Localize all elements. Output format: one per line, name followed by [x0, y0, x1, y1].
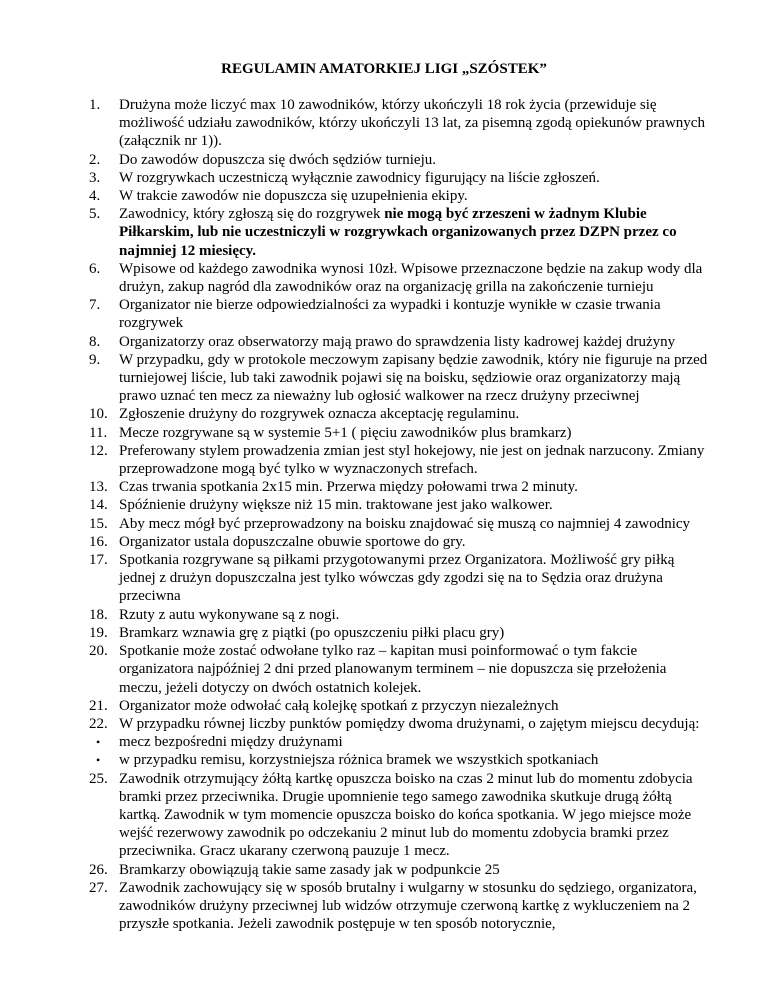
rule-item — [0, 715, 768, 733]
rule-number: 20. — [89, 643, 108, 660]
rule-item — [0, 879, 768, 934]
rule-bold-text: nie mogą być zrzeszeni w żadnym Klubie Piłkarskim, lub nie uczestniczyli w rozgrywkach organizowanych przez DZPN przez co najmniej 12 miesięcy. — [119, 206, 677, 259]
rule-item — [0, 151, 768, 169]
rule-text: w przypadku remisu, korzystniejsza różnica bramek we wszystkich spotkaniach — [119, 752, 599, 769]
rule-text: Czas trwania spotkania 2x15 min. Przerwa między połowami trwa 2 minuty. — [119, 479, 578, 496]
rule-number: • — [96, 735, 101, 750]
rule-item — [0, 333, 768, 351]
rule-text: Spotkanie może zostać odwołane tylko raz – kapitan musi poinformować o tym fakcie organizatora najpóźniej 2 dni przed planowanym terminem – nie dopuszcza się przełożenia meczu, jeżeli dotyczy on dwóch ostatnich kolejek. — [119, 643, 667, 696]
rule-item — [0, 606, 768, 624]
rule-item — [0, 733, 768, 751]
rule-number: 21. — [89, 697, 108, 714]
rule-number: 3. — [89, 169, 101, 186]
rule-text: Zawodnik otrzymujący żółtą kartkę opuszcza boisko na czas 2 minut lub do momentu zdobycia bramki przez przeciwnika. Drugie upomnienie tego samego zawodnika skutkuje drugą żółtą kartką. Zawodnik w tym momencie opuszcza boisko do końca spotkania. W jego miejsce może wejść rezerwowy zawodnik po odczekaniu 2 minut lub do momentu zdobycia bramki przez przeciwnika. Gracz ukarany czerwoną pauzuje 1 mecz. — [119, 770, 693, 860]
rule-text: Rzuty z autu wykonywane są z nogi. — [119, 606, 340, 623]
rule-item — [0, 751, 768, 769]
rule-text: Organizator może odwołać całą kolejkę spotkań z przyczyn niezależnych — [119, 697, 559, 714]
rule-number: 1. — [89, 97, 101, 113]
rule-item — [0, 496, 768, 514]
rule-item — [0, 533, 768, 551]
rule-item — [0, 351, 768, 406]
rule-number: 4. — [89, 188, 101, 205]
rule-number: 16. — [89, 533, 108, 550]
rule-text: Drużyna może liczyć max 10 zawodników, którzy ukończyli 18 rok życia (przewiduje się możliwość udziału zawodników, którzy ukończyli 13 lat, za pisemną zgodą opiekunów prawnych (załącznik nr 1)). — [119, 97, 705, 150]
rule-text: Bramkarzy obowiązują takie same zasady jak w podpunkcie 25 — [119, 861, 500, 878]
rule-text: Aby mecz mógł być przeprowadzony na boisku znajdować się muszą co najmniej 4 zawodnicy — [119, 515, 691, 532]
rule-item — [0, 260, 768, 296]
rule-item — [0, 642, 768, 697]
rule-text: Organizator nie bierze odpowiedzialności za wypadki i kontuzje wynikłe w czasie trwania rozgrywek — [119, 297, 661, 332]
rule-text: W trakcie zawodów nie dopuszcza się uzupełnienia ekipy. — [119, 188, 468, 205]
rule-text: Organizator ustala dopuszczalne obuwie sportowe do gry. — [119, 533, 466, 550]
rule-text: W przypadku, gdy w protokole meczowym zapisany będzie zawodnik, który nie figuruje na przed turniejowej liście, lub taki zawodnik pojawi się na boisku, sędziowie oraz organizatorzy mają prawo uznać ten mecz za nieważny lub ogłosić walkower na rzecz drużyny przeciwnej — [119, 351, 708, 405]
rule-text: Spóźnienie drużyny większe niż 15 min. traktowane jest jako walkower. — [119, 497, 553, 514]
rule-number: 11. — [89, 424, 108, 441]
rule-item — [0, 861, 768, 879]
rule-number: 13. — [89, 479, 108, 496]
rule-number: 10. — [89, 406, 108, 423]
rule-number: 6. — [89, 260, 101, 277]
rule-item — [0, 478, 768, 496]
rule-item — [0, 187, 768, 205]
rule-number: 19. — [89, 624, 108, 641]
rule-number: 8. — [89, 333, 101, 350]
rule-item — [0, 296, 768, 332]
rule-number: 15. — [89, 515, 108, 532]
rule-item — [0, 697, 768, 715]
rule-number: 17. — [89, 552, 108, 569]
rule-text: Zgłoszenie drużyny do rozgrywek oznacza akceptację regulaminu. — [119, 406, 520, 423]
rule-number: 25. — [89, 770, 108, 787]
rule-item — [0, 442, 768, 478]
rule-number: 2. — [89, 151, 101, 168]
rule-item — [0, 624, 768, 642]
rule-item — [0, 96, 768, 151]
rules-list — [0, 96, 768, 933]
rule-number: 27. — [89, 879, 108, 896]
rule-text: Organizatorzy oraz obserwatorzy mają prawo do sprawdzenia listy kadrowej każdej drużyny — [119, 333, 676, 350]
rule-text: mecz bezpośredni między drużynami — [119, 734, 343, 751]
rule-number: 7. — [89, 297, 101, 314]
rule-text: Spotkania rozgrywane są piłkami przygotowanymi przez Organizatora. Możliwość gry piłką jednej z drużyn dopuszczalna jest tylko wówczas gdy zgodzi się na to Sędzia oraz drużyna przeciwna — [119, 552, 675, 605]
rule-text: W przypadku równej liczby punktów pomiędzy dwoma drużynami, o zajętym miejscu decydują: — [119, 715, 700, 732]
rule-number: 14. — [89, 497, 108, 514]
rule-text: Mecze rozgrywane są w systemie 5+1 ( pięciu zawodników plus bramkarz) — [119, 424, 572, 441]
rule-text: Wpisowe od każdego zawodnika wynosi 10zł. Wpisowe przeznaczone będzie na zakup wody dla drużyn, zakup nagród dla zawodników oraz na organizację grilla na zakończenie turnieju — [119, 260, 703, 296]
rule-number: 18. — [89, 606, 108, 623]
rule-text: W rozgrywkach uczestniczą wyłącznie zawodnicy figurujący na liście zgłoszeń. — [119, 169, 600, 186]
rule-item — [0, 770, 768, 861]
rule-number: 26. — [89, 861, 108, 878]
rule-number: 12. — [89, 442, 108, 459]
rule-item — [0, 424, 768, 442]
rule-text: Zawodnicy, który zgłoszą się do rozgrywek — [119, 206, 385, 223]
rule-item — [0, 169, 768, 187]
rule-item — [0, 205, 768, 260]
rule-text: Zawodnik zachowujący się w sposób brutalny i wulgarny w stosunku do sędziego, organizatora, zawodników drużyny przeciwnej lub widzów otrzymuje czerwoną kartkę z wykluczeniem na 2 przyszłe spotkania. Jeżeli zawodnik postępuje w ten sposób notorycznie, — [119, 879, 697, 933]
rule-number: 5. — [89, 206, 101, 223]
rule-text: Bramkarz wznawia grę z piątki (po opuszczeniu piłki placu gry) — [119, 624, 505, 641]
rule-text: Do zawodów dopuszcza się dwóch sędziów turnieju. — [119, 151, 436, 168]
rule-text: Preferowany stylem prowadzenia zmian jest styl hokejowy, nie jest on jednak narzucony. Zmiany przeprowadzone mogą być tylko w wyznaczonych strefach. — [119, 442, 705, 478]
document-title: REGULAMIN AMATORKIEJ LIGI „SZÓSTEK” — [221, 61, 547, 77]
rule-number: 22. — [89, 715, 108, 732]
rule-item — [0, 551, 768, 606]
rule-number: 9. — [89, 351, 101, 368]
rule-item — [0, 405, 768, 423]
rule-item — [0, 515, 768, 533]
rule-number: • — [96, 753, 101, 768]
